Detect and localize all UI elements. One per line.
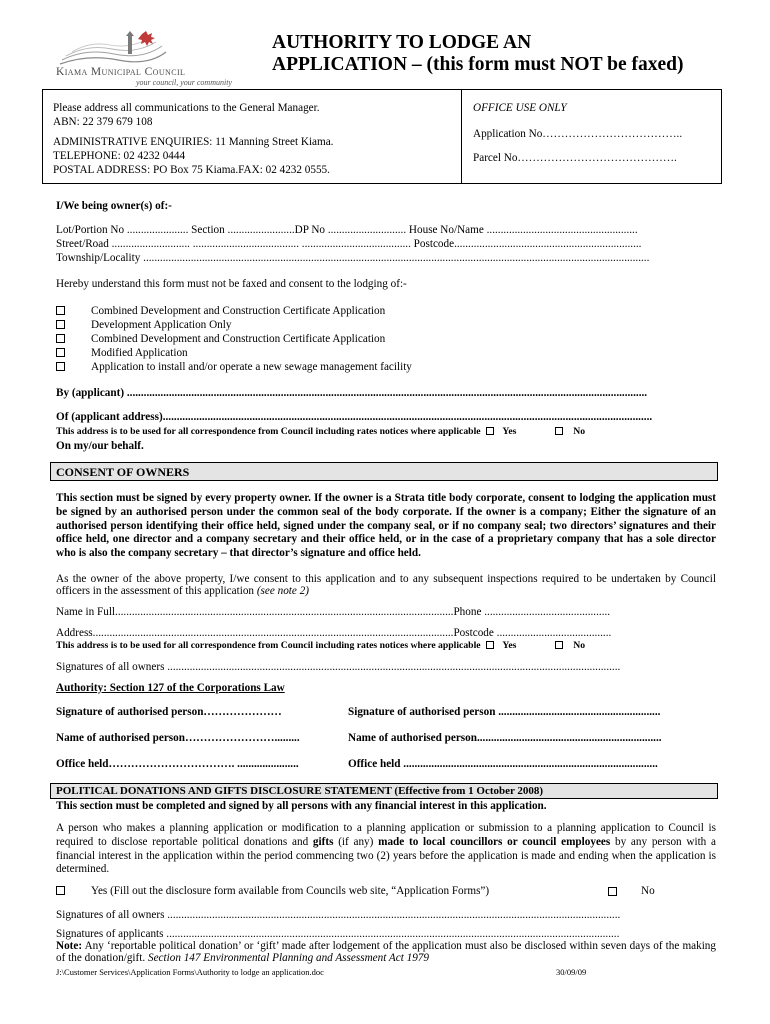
footer-date: 30/09/09 bbox=[556, 967, 587, 977]
office-use-title: OFFICE USE ONLY bbox=[473, 102, 567, 114]
council-tagline: your council, your community bbox=[136, 78, 232, 87]
owner-name-field[interactable]: Name in Full.........................................................................................................................Phone ............................................. bbox=[56, 606, 611, 618]
applicant-name-field[interactable]: By (applicant) .......................................................................................................................................................................................... bbox=[56, 387, 648, 399]
yes-label: Yes bbox=[502, 426, 517, 437]
application-no-field[interactable]: Application No……………………………….. bbox=[473, 128, 683, 140]
township-field[interactable]: Township/Locality ..................................................................................................................................................................................... bbox=[56, 252, 650, 264]
option-label: Application to install and/or operate a new sewage management facility bbox=[91, 361, 412, 373]
para-text: A person who makes a planning application or modification to a planning application or submission to a planning application to Council is required to disclose reportable political donations and bbox=[56, 822, 716, 848]
consent-owners-header: CONSENT OF OWNERS bbox=[50, 462, 718, 481]
option-label: Combined Development and Construction Certificate Application bbox=[91, 305, 386, 317]
list-item bbox=[56, 347, 188, 361]
parcel-no-field[interactable]: Parcel No……………………………………. bbox=[473, 152, 677, 164]
auth-signature-left[interactable]: Signature of authorised person………………… bbox=[56, 706, 282, 718]
act-reference: Section 147 Environmental Planning and Assessment Act 1979 bbox=[147, 952, 429, 964]
box-divider bbox=[461, 90, 462, 183]
authority-heading: Authority: Section 127 of the Corporations Law bbox=[56, 682, 285, 694]
disclosure-options bbox=[56, 885, 716, 899]
no-option-label: No bbox=[641, 885, 655, 897]
enquiries-text: ADMINISTRATIVE ENQUIRIES: 11 Manning Street Kiama. bbox=[53, 136, 334, 148]
yes-checkbox[interactable] bbox=[486, 641, 494, 649]
checkbox[interactable] bbox=[56, 306, 65, 315]
owners-heading: I/We being owner(s) of:- bbox=[56, 200, 172, 212]
no-checkbox[interactable] bbox=[608, 887, 617, 896]
kiama-lighthouse-blowhole-icon bbox=[58, 30, 168, 66]
owner-correspondence-note bbox=[56, 640, 585, 652]
office-held-right[interactable]: Office held ........................................................................................... bbox=[348, 758, 658, 770]
list-item bbox=[56, 319, 232, 333]
political-subheader: This section must be completed and signed by all persons with any financial interest in this application. bbox=[56, 800, 547, 812]
auth-name-right[interactable]: Name of authorised person.................................................................. bbox=[348, 732, 662, 744]
application-type-list bbox=[56, 305, 412, 375]
list-item bbox=[56, 305, 386, 319]
form-title-line2: APPLICATION – (this form must NOT be faxed) bbox=[272, 54, 684, 75]
see-note: (see note 2) bbox=[256, 584, 309, 597]
footer-file-path: J:\Customer Services\Application Forms\Authority to lodge an application.doc bbox=[56, 967, 324, 977]
political-paragraph bbox=[56, 822, 716, 877]
checkbox[interactable] bbox=[56, 334, 65, 343]
owner-address-field[interactable]: Address.................................................................................................................................Postcode ......................................... bbox=[56, 627, 612, 639]
political-owner-signatures[interactable]: Signatures of all owners .................................................................................................................................................................. bbox=[56, 909, 621, 921]
para-text: (if any) bbox=[338, 835, 374, 848]
no-label: No bbox=[573, 426, 586, 437]
note-text: This address is to be used for all correspondence from Council including rates notices where applicable bbox=[56, 426, 481, 437]
yes-checkbox[interactable] bbox=[486, 427, 494, 435]
council-name: Kiama Municipal Council bbox=[56, 66, 186, 78]
note-text: This address is to be used for all correspondence from Council including rates notices where applicable bbox=[56, 640, 481, 651]
owners-signatures-field[interactable]: Signatures of all owners .................................................................................................................................................................. bbox=[56, 661, 621, 673]
made-to-text: made to local councillors or council employees bbox=[378, 835, 611, 848]
lot-portion-field[interactable]: Lot/Portion No ...................... Section ........................DP No ............................ House No/Name ...................................................... bbox=[56, 224, 638, 236]
note-text: Any ‘reportable political donation’ or ‘gift’ made after lodgement of the application must also be disclosed within seven days of the making of the donation/gift. bbox=[56, 940, 716, 964]
no-checkbox[interactable] bbox=[555, 427, 563, 435]
street-road-field[interactable]: Street/Road ............................ ...................................... ....................................... Postcode................................................................... bbox=[56, 238, 642, 250]
list-item bbox=[56, 361, 412, 375]
auth-name-left[interactable]: Name of authorised person……………………......... bbox=[56, 732, 300, 744]
gifts-text: gifts bbox=[312, 835, 334, 848]
no-label: No bbox=[573, 640, 586, 651]
council-logo bbox=[52, 30, 266, 87]
address-instruction: Please address all communications to the General Manager. bbox=[53, 102, 320, 114]
yes-option-label: Yes (Fill out the disclosure form available from Councils web site, “Application Forms”) bbox=[91, 885, 490, 897]
checkbox[interactable] bbox=[56, 348, 65, 357]
option-label: Modified Application bbox=[91, 347, 188, 359]
checkbox[interactable] bbox=[56, 362, 65, 371]
list-item bbox=[56, 333, 386, 347]
political-donations-header: POLITICAL DONATIONS AND GIFTS DISCLOSURE STATEMENT (Effective from 1 October 2008) bbox=[50, 783, 718, 799]
applicant-address-field[interactable]: Of (applicant address)............................................................................................................................................................................... bbox=[56, 411, 653, 423]
no-checkbox[interactable] bbox=[555, 641, 563, 649]
form-title-line1: AUTHORITY TO LODGE AN bbox=[272, 32, 532, 53]
postal-text: POSTAL ADDRESS: PO Box 75 Kiama.FAX: 02 4232 0555. bbox=[53, 164, 330, 176]
form-title bbox=[272, 32, 683, 76]
telephone-text: TELEPHONE: 02 4232 0444 bbox=[53, 150, 186, 162]
behalf-text: On my/our behalf. bbox=[56, 440, 144, 452]
owner-consent-text bbox=[56, 574, 716, 597]
office-held-left[interactable]: Office held……………………………. ...................... bbox=[56, 758, 299, 770]
checkbox[interactable] bbox=[56, 320, 65, 329]
correspondence-note bbox=[56, 426, 585, 438]
yes-label: Yes bbox=[502, 640, 517, 651]
para-text: by any person with a financial interest in the application within the period commencing two (2) years before the application is made and ending when the application is determined. bbox=[56, 835, 716, 876]
option-label: Combined Development and Construction Certificate Application bbox=[91, 333, 386, 345]
consent-intro: Hereby understand this form must not be faxed and consent to the lodging of:- bbox=[56, 278, 407, 290]
consent-text: As the owner of the above property, I/we consent to this application and to any subsequent inspections required to be undertaken by Council officers in the assessment of this application bbox=[56, 573, 716, 597]
abn-text: ABN: 22 379 679 108 bbox=[53, 116, 153, 128]
yes-checkbox[interactable] bbox=[56, 886, 65, 895]
note-label: Note: bbox=[56, 940, 83, 952]
political-note bbox=[56, 940, 716, 964]
consent-requirements: This section must be signed by every property owner. If the owner is a Strata title body corporate, consent to lodging the application must be signed by an authorised person under the common seal of the body corporate. If the owner is a company; Either the signature of an authorised person identifying their office held, signed under the company seal, or if no company seal; two directors’ signatures and their office held, one director and a company secretary and their office held, or in the case of a proprietary company that has a sole director who is also the company secretary – that director’s signature and office held. bbox=[56, 492, 716, 560]
option-label: Development Application Only bbox=[91, 319, 232, 331]
political-applicant-signatures[interactable]: Signatures of applicants .................................................................................................................................................................. bbox=[56, 928, 620, 940]
contact-info-box bbox=[42, 89, 722, 184]
auth-signature-right[interactable]: Signature of authorised person .......................................................... bbox=[348, 706, 661, 718]
